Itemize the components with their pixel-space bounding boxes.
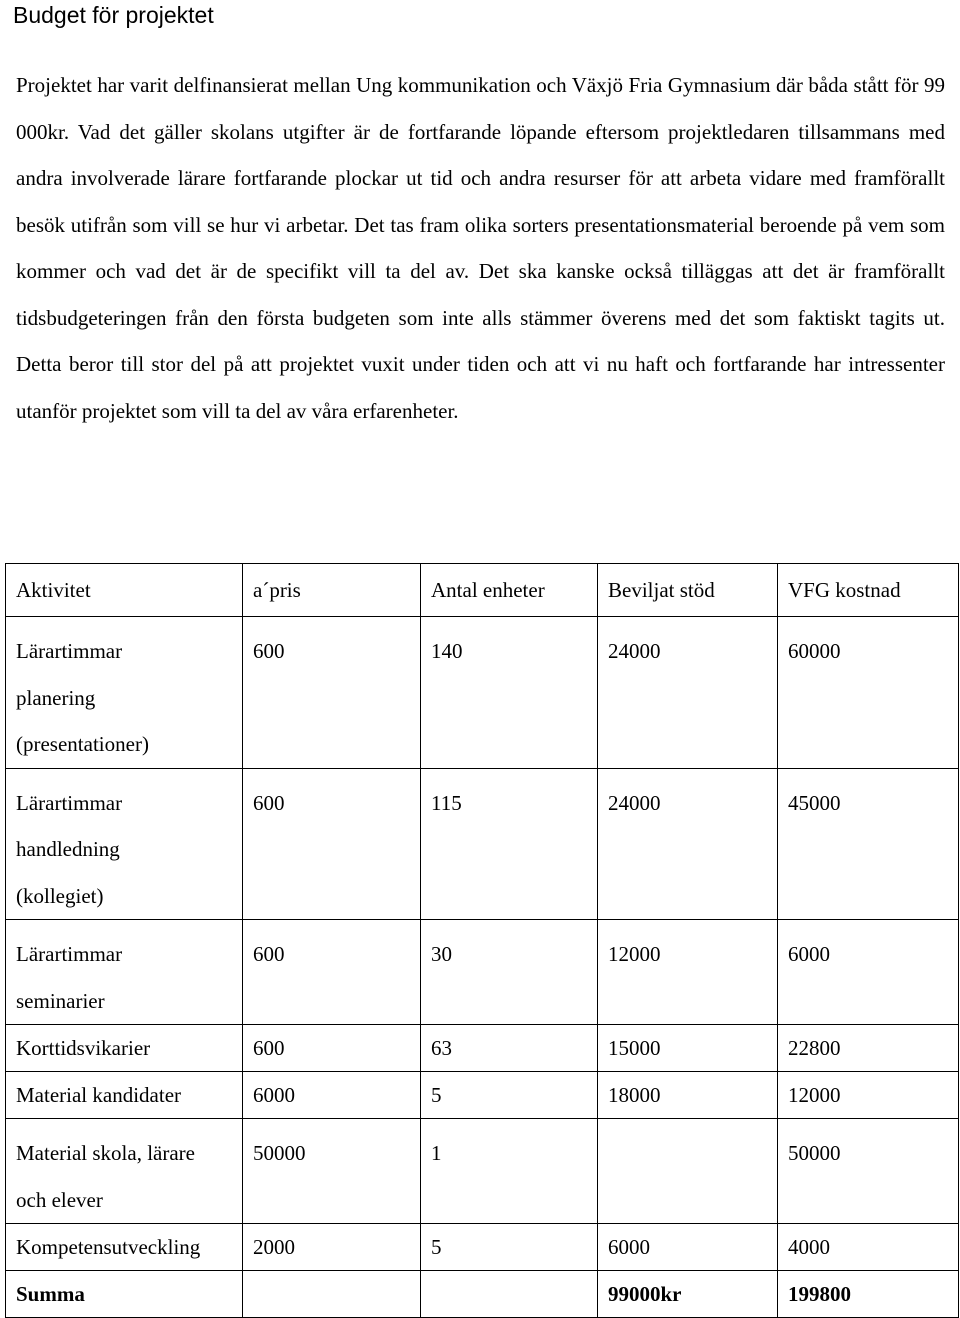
table-row xyxy=(6,768,959,920)
budget-table xyxy=(5,563,959,1318)
cell-price: 600 xyxy=(243,768,421,920)
cell-units: 140 xyxy=(421,617,598,769)
table-row xyxy=(6,617,959,769)
cell-vfg-cost: 22800 xyxy=(778,1025,959,1072)
cell-sum-granted: 99000kr xyxy=(598,1271,778,1318)
cell-activity: Lärartimmar handledning (kollegiet) xyxy=(6,768,243,920)
body-paragraph: Projektet har varit delfinansierat mellan Ung kommunikation och Växjö Fria Gymnasium där båda stått för 99 000kr. Vad det gäller skolans utgifter är de fortfarande löpande eftersom projektledaren tillsammans med andra involverade lärare fortfarande plockar ut tid och andra resurser för att arbeta vidare med framförallt besök utifrån som vill se hur vi arbetar. Det tas fram olika sorters presentationsmaterial beroende på vem som kommer och vad det är de specifikt vill ta del av. Det ska kanske också tilläggas att det är framförallt tidsbudgeteringen från den första budgeten som inte alls stämmer överens med det som faktiskt tagits ut. Detta beror till stor del på att projektet vuxit under tiden och att vi nu haft och fortfarande har intressenter utanför projektet som vill ta del av våra erfarenheter. xyxy=(16,73,945,423)
cell-units: 63 xyxy=(421,1025,598,1072)
cell-price: 50000 xyxy=(243,1119,421,1224)
cell-activity: Kompetensutveckling xyxy=(6,1224,243,1271)
table-row xyxy=(6,1224,959,1271)
cell-units: 5 xyxy=(421,1224,598,1271)
table-row xyxy=(6,1072,959,1119)
cell-price: 2000 xyxy=(243,1224,421,1271)
cell-units: 115 xyxy=(421,768,598,920)
table-row xyxy=(6,920,959,1025)
header-cell-activity: Aktivitet xyxy=(6,564,243,617)
header-cell-units: Antal enheter xyxy=(421,564,598,617)
cell-vfg-cost: 45000 xyxy=(778,768,959,920)
cell-granted: 6000 xyxy=(598,1224,778,1271)
header-cell-granted: Beviljat stöd xyxy=(598,564,778,617)
cell-granted: 24000 xyxy=(598,768,778,920)
cell-price: 600 xyxy=(243,617,421,769)
cell-granted xyxy=(598,1119,778,1224)
cell-units: 5 xyxy=(421,1072,598,1119)
cell-activity: Material kandidater xyxy=(6,1072,243,1119)
cell-units xyxy=(421,1271,598,1318)
cell-vfg-cost: 50000 xyxy=(778,1119,959,1224)
cell-price xyxy=(243,1271,421,1318)
header-cell-price: a´pris xyxy=(243,564,421,617)
cell-price: 600 xyxy=(243,920,421,1025)
cell-vfg-cost: 12000 xyxy=(778,1072,959,1119)
cell-units: 30 xyxy=(421,920,598,1025)
cell-granted: 24000 xyxy=(598,617,778,769)
table-header-row xyxy=(6,564,959,617)
cell-vfg-cost: 60000 xyxy=(778,617,959,769)
header-cell-vfg-cost: VFG kostnad xyxy=(778,564,959,617)
cell-vfg-cost: 4000 xyxy=(778,1224,959,1271)
page-title: Budget för projektet xyxy=(13,2,214,28)
cell-granted: 15000 xyxy=(598,1025,778,1072)
table-sum-row xyxy=(6,1271,959,1318)
cell-granted: 12000 xyxy=(598,920,778,1025)
cell-price: 600 xyxy=(243,1025,421,1072)
cell-activity: Lärartimmar planering (presentationer) xyxy=(6,617,243,769)
cell-granted: 18000 xyxy=(598,1072,778,1119)
cell-activity: Korttidsvikarier xyxy=(6,1025,243,1072)
cell-sum-vfg-cost: 199800 xyxy=(778,1271,959,1318)
table-row xyxy=(6,1119,959,1224)
cell-units: 1 xyxy=(421,1119,598,1224)
cell-price: 6000 xyxy=(243,1072,421,1119)
cell-activity: Lärartimmar seminarier xyxy=(6,920,243,1025)
table-row xyxy=(6,1025,959,1072)
cell-vfg-cost: 6000 xyxy=(778,920,959,1025)
cell-sum-label: Summa xyxy=(6,1271,243,1318)
cell-activity: Material skola, lärare och elever xyxy=(6,1119,243,1224)
